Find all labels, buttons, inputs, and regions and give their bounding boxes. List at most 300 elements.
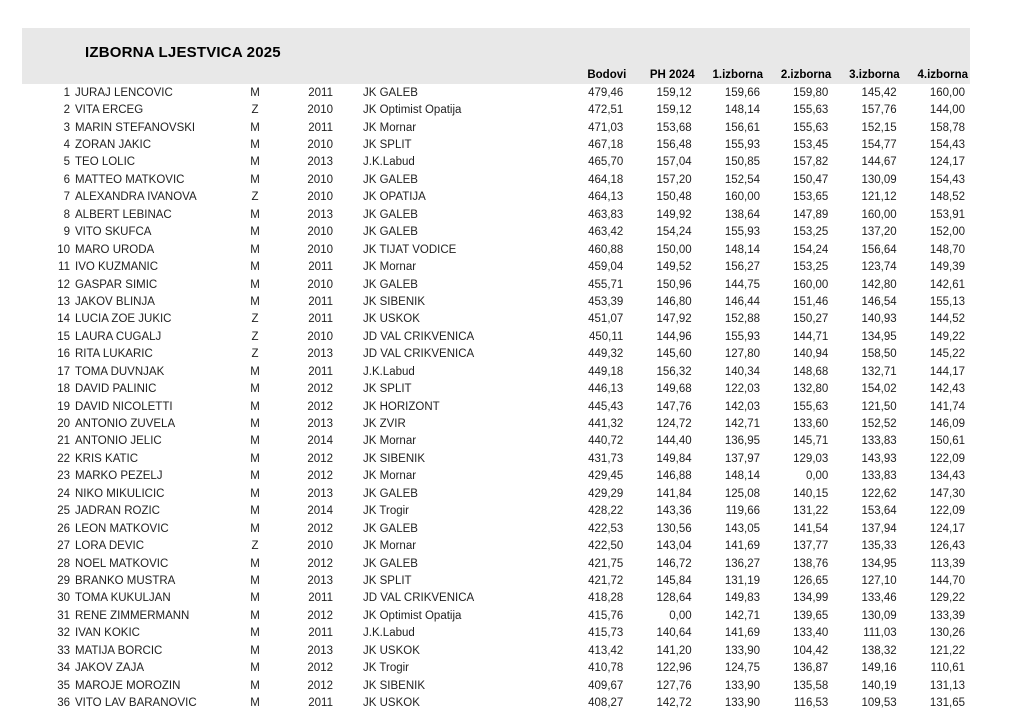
cell-gender: M	[250, 470, 260, 483]
cell-name: ALBERT LEBINAC	[75, 208, 172, 221]
cell-izborna-2: 141,54	[793, 522, 829, 535]
cell-izborna-2: 157,82	[793, 156, 829, 169]
cell-ph-2024: 141,84	[656, 487, 692, 500]
cell-izborna-3: 122,62	[861, 487, 897, 500]
cell-izborna-4: 146,09	[929, 418, 965, 431]
cell-izborna-4: 155,13	[929, 295, 965, 308]
cell-gender: M	[250, 592, 260, 605]
cell-name: KRIS KATIĆ	[75, 452, 139, 465]
table-row	[22, 380, 970, 397]
cell-ph-2024: 154,24	[656, 226, 692, 239]
cell-izborna-1: 152,54	[724, 173, 760, 186]
cell-rank: 15	[57, 330, 70, 343]
cell-club: JK GALEB	[363, 173, 418, 186]
cell-izborna-2: 133,40	[793, 627, 829, 640]
cell-rank: 21	[57, 435, 70, 448]
cell-izborna-3: 144,67	[861, 156, 897, 169]
cell-bodovi: 440,72	[588, 435, 624, 448]
cell-rank: 7	[63, 191, 70, 204]
cell-year: 2012	[307, 452, 333, 465]
cell-bodovi: 463,42	[588, 226, 624, 239]
cell-year: 2013	[307, 487, 333, 500]
cell-year: 2011	[308, 261, 333, 274]
cell-club: JK GALEB	[363, 522, 418, 535]
cell-izborna-2: 155,63	[793, 104, 829, 117]
cell-name: VITA ERCEG	[75, 104, 144, 117]
table-row	[22, 590, 970, 607]
cell-izborna-4: 154,43	[929, 173, 965, 186]
cell-ph-2024: 146,80	[656, 295, 692, 308]
cell-izborna-1: 155,93	[724, 226, 760, 239]
cell-gender: M	[250, 86, 260, 99]
cell-ph-2024: 130,56	[656, 522, 692, 535]
cell-ph-2024: 149,52	[656, 261, 692, 274]
cell-izborna-3: 149,16	[861, 662, 897, 675]
cell-ph-2024: 150,96	[656, 278, 692, 291]
cell-ph-2024: 144,40	[656, 435, 692, 448]
cell-rank: 4	[63, 139, 70, 152]
cell-gender: M	[250, 243, 260, 256]
cell-year: 2013	[307, 574, 333, 587]
cell-name: DAVID NICOLETTI	[75, 400, 173, 413]
cell-bodovi: 453,39	[588, 295, 624, 308]
cell-izborna-3: 137,20	[861, 226, 897, 239]
cell-name: ANTONIO ŽUVELA	[75, 418, 176, 431]
table-row	[22, 189, 970, 206]
cell-rank: 29	[57, 574, 70, 587]
cell-izborna-3: 121,12	[861, 191, 897, 204]
cell-gender: M	[250, 156, 260, 169]
cell-izborna-1: 133,90	[724, 644, 760, 657]
cell-name: LEON MATKOVIĆ	[75, 522, 169, 535]
cell-izborna-4: 124,17	[929, 156, 965, 169]
table-row	[22, 276, 970, 293]
cell-bodovi: 471,03	[588, 121, 624, 134]
table-row	[22, 84, 970, 101]
cell-izborna-4: 121,22	[929, 644, 965, 657]
cell-club: JK Trogir	[363, 662, 410, 675]
cell-bodovi: 446,13	[588, 383, 624, 396]
cell-ph-2024: 143,36	[656, 505, 692, 518]
table-row	[22, 398, 970, 415]
cell-year: 2013	[307, 348, 333, 361]
cell-ph-2024: 159,12	[656, 86, 692, 99]
cell-club: JK TIJAT VODICE	[363, 243, 457, 256]
cell-izborna-3: 123,74	[861, 261, 897, 274]
table-row	[22, 677, 970, 694]
cell-izborna-4: 142,43	[929, 383, 965, 396]
cell-ph-2024: 127,76	[656, 679, 692, 692]
cell-year: 2011	[308, 86, 333, 99]
cell-bodovi: 415,73	[588, 627, 624, 640]
cell-izborna-2: 148,68	[793, 365, 829, 378]
cell-izborna-1: 133,90	[724, 679, 760, 692]
cell-izborna-1: 150,85	[724, 156, 760, 169]
table-row	[22, 607, 970, 624]
cell-club: JK Optimist Opatija	[363, 104, 462, 117]
table-row	[22, 415, 970, 432]
cell-izborna-3: 135,33	[861, 540, 897, 553]
cell-izborna-1: 148,14	[724, 243, 760, 256]
cell-izborna-4: 160,00	[929, 86, 965, 99]
cell-gender: M	[250, 505, 260, 518]
cell-ph-2024: 156,48	[656, 139, 692, 152]
cell-izborna-2: 140,15	[793, 487, 829, 500]
cell-name: NOEL MATKOVIĆ	[75, 557, 169, 570]
cell-ph-2024: 156,32	[656, 365, 692, 378]
cell-gender: Ž	[251, 104, 259, 117]
cell-izborna-2: 153,45	[793, 139, 829, 152]
cell-gender: M	[250, 574, 260, 587]
cell-izborna-2: 154,24	[793, 243, 829, 256]
table-header-row	[22, 66, 970, 84]
cell-izborna-3: 152,15	[861, 121, 897, 134]
cell-izborna-3: 134,95	[861, 557, 897, 570]
cell-name: JADRAN ROŽIĆ	[75, 505, 160, 518]
cell-gender: M	[250, 121, 260, 134]
cell-izborna-3: 146,54	[861, 295, 897, 308]
cell-club: JK ŠIBENIK	[363, 452, 425, 465]
cell-year: 2011	[308, 121, 333, 134]
cell-rank: 18	[57, 383, 70, 396]
cell-year: 2010	[307, 226, 333, 239]
cell-ph-2024: 143,04	[656, 540, 692, 553]
cell-club: JK GALEB	[363, 86, 418, 99]
cell-bodovi: 415,76	[588, 609, 624, 622]
cell-izborna-3: 127,10	[861, 574, 897, 587]
col-header-izborna-2: 2.izborna	[780, 69, 832, 81]
cell-gender: M	[250, 662, 260, 675]
cell-rank: 28	[57, 557, 70, 570]
cell-gender: M	[250, 208, 260, 221]
cell-gender: M	[250, 139, 260, 152]
cell-izborna-1: 146,44	[724, 295, 760, 308]
cell-izborna-1: 148,14	[724, 470, 760, 483]
cell-name: TOMA KUKULJAN	[75, 592, 171, 605]
cell-gender: M	[250, 452, 260, 465]
cell-izborna-4: 134,43	[929, 470, 965, 483]
cell-year: 2013	[307, 156, 333, 169]
table-row	[22, 311, 970, 328]
cell-club: JK ZVIR	[363, 418, 406, 431]
cell-rank: 31	[57, 609, 70, 622]
cell-club: JK GALEB	[363, 278, 418, 291]
cell-izborna-3: 133,83	[861, 470, 897, 483]
cell-ph-2024: 146,72	[656, 557, 692, 570]
cell-rank: 20	[57, 418, 70, 431]
cell-year: 2011	[308, 313, 333, 326]
cell-club: JD VAL CRIKVENICA	[363, 330, 475, 343]
cell-bodovi: 421,75	[588, 557, 624, 570]
cell-ph-2024: 0,00	[669, 609, 692, 622]
cell-rank: 2	[63, 104, 70, 117]
cell-year: 2010	[307, 330, 333, 343]
cell-izborna-4: 149,39	[929, 261, 965, 274]
cell-izborna-1: 141,69	[724, 627, 760, 640]
cell-gender: M	[250, 627, 260, 640]
cell-izborna-3: 154,77	[861, 139, 897, 152]
cell-izborna-1: 152,88	[724, 313, 760, 326]
cell-izborna-1: 124,75	[724, 662, 760, 675]
cell-name: RITA LUKARIĆ	[75, 348, 153, 361]
cell-izborna-1: 125,08	[724, 487, 760, 500]
cell-gender: M	[250, 435, 260, 448]
cell-ph-2024: 128,64	[656, 592, 692, 605]
cell-bodovi: 464,18	[588, 173, 624, 186]
cell-year: 2011	[308, 592, 333, 605]
cell-izborna-2: 138,76	[793, 557, 829, 570]
cell-name: BRANKO MUŠTRA	[75, 574, 176, 587]
cell-izborna-2: 150,47	[793, 173, 829, 186]
cell-izborna-2: 134,99	[793, 592, 829, 605]
cell-year: 2012	[307, 470, 333, 483]
cell-bodovi: 422,53	[588, 522, 624, 535]
cell-rank: 5	[63, 156, 70, 169]
cell-rank: 34	[57, 662, 70, 675]
cell-bodovi: 441,32	[588, 418, 624, 431]
cell-name: JAKOV ŽAJA	[75, 662, 145, 675]
cell-izborna-2: 150,27	[793, 313, 829, 326]
cell-name: GAŠPAR ŠIMIĆ	[75, 278, 158, 291]
cell-year: 2012	[307, 662, 333, 675]
cell-name: MATIJA BORČIĆ	[75, 644, 163, 657]
cell-year: 2013	[307, 418, 333, 431]
cell-year: 2012	[307, 679, 333, 692]
cell-izborna-1: 138,64	[724, 208, 760, 221]
cell-club: JK Trogir	[363, 505, 410, 518]
cell-izborna-3: 111,03	[863, 627, 897, 640]
cell-izborna-3: 138,32	[861, 644, 897, 657]
cell-izborna-1: 155,93	[724, 139, 760, 152]
cell-izborna-2: 135,58	[793, 679, 829, 692]
table-row	[22, 241, 970, 258]
cell-izborna-4: 150,61	[929, 435, 965, 448]
cell-rank: 35	[57, 679, 70, 692]
cell-year: 2010	[307, 139, 333, 152]
page-title: IZBORNA LJESTVICA 2025	[85, 44, 281, 61]
cell-year: 2010	[307, 540, 333, 553]
cell-gender: M	[250, 697, 260, 710]
table-row	[22, 485, 970, 502]
cell-izborna-4: 153,91	[929, 208, 965, 221]
cell-rank: 17	[57, 365, 70, 378]
cell-rank: 14	[57, 313, 70, 326]
cell-izborna-1: 133,90	[724, 697, 760, 710]
cell-izborna-1: 131,19	[724, 574, 760, 587]
cell-izborna-1: 136,27	[724, 557, 760, 570]
cell-izborna-2: 136,87	[793, 662, 829, 675]
cell-ph-2024: 159,12	[656, 104, 692, 117]
cell-izborna-2: 153,25	[793, 261, 829, 274]
cell-rank: 25	[57, 505, 70, 518]
cell-izborna-3: 158,50	[861, 348, 897, 361]
cell-bodovi: 449,32	[588, 348, 624, 361]
table-row	[22, 433, 970, 450]
table-row	[22, 101, 970, 118]
cell-izborna-3: 143,93	[861, 452, 897, 465]
cell-izborna-1: 143,05	[724, 522, 760, 535]
cell-izborna-3: 160,00	[861, 208, 897, 221]
cell-bodovi: 464,13	[588, 191, 624, 204]
cell-name: VITO LAV BARANOVIĆ	[75, 697, 197, 710]
cell-gender: M	[250, 278, 260, 291]
cell-izborna-3: 133,46	[861, 592, 897, 605]
cell-izborna-4: 148,52	[929, 191, 965, 204]
cell-bodovi: 455,71	[588, 278, 624, 291]
table-row	[22, 154, 970, 171]
cell-bodovi: 428,22	[588, 505, 624, 518]
cell-izborna-4: 131,65	[929, 697, 965, 710]
cell-ph-2024: 145,60	[656, 348, 692, 361]
cell-year: 2010	[307, 104, 333, 117]
cell-izborna-2: 159,80	[793, 86, 829, 99]
table-row	[22, 537, 970, 554]
cell-year: 2010	[307, 173, 333, 186]
cell-club: JK ŠIBENIK	[363, 295, 425, 308]
cell-izborna-1: 140,34	[724, 365, 760, 378]
cell-izborna-4: 152,00	[929, 226, 965, 239]
cell-gender: Ž	[251, 540, 259, 553]
cell-bodovi: 429,45	[588, 470, 624, 483]
cell-bodovi: 421,72	[588, 574, 624, 587]
cell-izborna-2: 139,65	[793, 609, 829, 622]
cell-izborna-2: 151,46	[793, 295, 829, 308]
cell-year: 2012	[307, 557, 333, 570]
cell-bodovi: 431,73	[588, 452, 624, 465]
cell-ph-2024: 157,04	[656, 156, 692, 169]
cell-club: JD VAL CRIKVENICA	[363, 348, 475, 361]
cell-izborna-1: 156,27	[724, 261, 760, 274]
cell-rank: 12	[57, 278, 70, 291]
cell-name: DAVID PALINIĆ	[75, 383, 157, 396]
cell-club: JK Mornar	[363, 121, 417, 134]
cell-name: ALEXANDRA IVANOVA	[75, 191, 197, 204]
cell-izborna-4: 144,00	[929, 104, 965, 117]
cell-izborna-4: 113,39	[930, 557, 965, 570]
cell-izborna-3: 133,83	[861, 435, 897, 448]
cell-izborna-4: 133,39	[929, 609, 965, 622]
cell-name: TOMA DUVNJAK	[75, 365, 165, 378]
cell-izborna-4: 158,78	[929, 121, 965, 134]
cell-rank: 22	[57, 452, 70, 465]
cell-izborna-3: 154,02	[861, 383, 897, 396]
cell-izborna-3: 130,09	[861, 173, 897, 186]
cell-izborna-2: 129,03	[793, 452, 829, 465]
cell-bodovi: 472,51	[588, 104, 624, 117]
cell-gender: M	[250, 173, 260, 186]
cell-ph-2024: 142,72	[656, 697, 692, 710]
cell-gender: M	[250, 487, 260, 500]
cell-club: JK Mornar	[363, 261, 417, 274]
cell-rank: 26	[57, 522, 70, 535]
cell-ph-2024: 147,92	[656, 313, 692, 326]
cell-year: 2013	[307, 644, 333, 657]
cell-rank: 9	[63, 226, 70, 239]
cell-izborna-2: 137,77	[793, 540, 829, 553]
cell-year: 2014	[307, 435, 333, 448]
cell-izborna-4: 144,17	[929, 365, 965, 378]
cell-bodovi: 409,67	[588, 679, 624, 692]
cell-izborna-1: 144,75	[724, 278, 760, 291]
cell-club: JK SPLIT	[363, 574, 412, 587]
cell-gender: Ž	[251, 313, 259, 326]
cell-name: JAKOV BLINJA	[75, 295, 155, 308]
cell-bodovi: 422,50	[588, 540, 624, 553]
cell-gender: M	[250, 226, 260, 239]
cell-name: NIKO MIKULIČIĆ	[75, 487, 165, 500]
cell-year: 2012	[307, 383, 333, 396]
cell-izborna-2: 153,25	[793, 226, 829, 239]
cell-rank: 11	[58, 261, 70, 274]
table-row	[22, 572, 970, 589]
cell-ph-2024: 153,68	[656, 121, 692, 134]
cell-ph-2024: 149,92	[656, 208, 692, 221]
cell-name: JURAJ LENCOVIĆ	[75, 86, 173, 99]
cell-name: MARO URODA	[75, 243, 155, 256]
cell-club: JK Mornar	[363, 540, 417, 553]
cell-izborna-2: 104,42	[793, 644, 829, 657]
cell-name: MATTEO MATKOVIĆ	[75, 173, 185, 186]
cell-izborna-4: 122,09	[929, 452, 965, 465]
table-row	[22, 224, 970, 241]
cell-izborna-4: 130,26	[929, 627, 965, 640]
cell-gender: Ž	[251, 348, 259, 361]
cell-name: VITO ŠKUFCA	[75, 226, 152, 239]
cell-club: JK Mornar	[363, 470, 417, 483]
cell-izborna-3: 156,64	[861, 243, 897, 256]
cell-izborna-2: 144,71	[793, 330, 829, 343]
cell-izborna-3: 153,64	[861, 505, 897, 518]
cell-gender: M	[250, 644, 260, 657]
cell-ph-2024: 141,20	[656, 644, 692, 657]
cell-izborna-2: 145,71	[793, 435, 829, 448]
cell-izborna-2: 153,65	[793, 191, 829, 204]
cell-club: JK Optimist Opatija	[363, 609, 462, 622]
cell-izborna-4: 126,43	[929, 540, 965, 553]
cell-izborna-4: 141,74	[929, 400, 965, 413]
cell-gender: M	[250, 522, 260, 535]
cell-ph-2024: 124,72	[656, 418, 692, 431]
cell-rank: 8	[63, 208, 70, 221]
cell-name: MARKO PEZELJ	[75, 470, 163, 483]
cell-rank: 30	[57, 592, 70, 605]
cell-ph-2024: 140,64	[656, 627, 692, 640]
cell-club: JK OPATIJA	[363, 191, 426, 204]
table-row	[22, 642, 970, 659]
table-row	[22, 520, 970, 537]
cell-club: J.K.Labud	[363, 627, 415, 640]
cell-club: JK USKOK	[363, 313, 420, 326]
cell-izborna-1: 142,71	[724, 609, 760, 622]
cell-club: JK GALEB	[363, 208, 418, 221]
cell-bodovi: 429,29	[588, 487, 624, 500]
table-row	[22, 206, 970, 223]
cell-name: RENE ZIMMERMANN	[75, 609, 190, 622]
cell-gender: M	[250, 557, 260, 570]
cell-name: LAURA ČUGALJ	[75, 330, 162, 343]
cell-izborna-3: 157,76	[861, 104, 897, 117]
cell-name: IVAN KOKIĆ	[75, 627, 140, 640]
cell-ph-2024: 157,20	[656, 173, 692, 186]
cell-gender: M	[250, 261, 260, 274]
cell-izborna-4: 144,52	[929, 313, 965, 326]
cell-izborna-3: 140,19	[861, 679, 897, 692]
cell-rank: 13	[57, 295, 70, 308]
table-row	[22, 503, 970, 520]
table-row	[22, 468, 970, 485]
cell-izborna-1: 119,66	[725, 505, 760, 518]
cell-year: 2010	[307, 191, 333, 204]
